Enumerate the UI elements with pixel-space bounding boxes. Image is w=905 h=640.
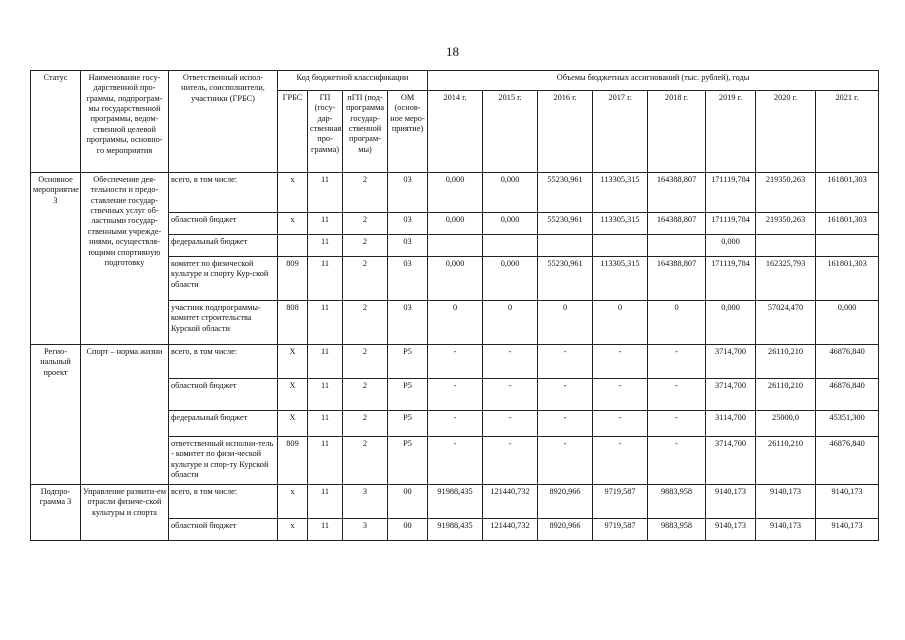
header-year: 2015 г. xyxy=(483,91,538,173)
cell-pgp: 2 xyxy=(343,173,388,213)
cell-om: 00 xyxy=(388,519,428,541)
cell-value: 0,000 xyxy=(816,301,879,345)
cell-value: 91988,435 xyxy=(428,485,483,519)
row-name: Управление развити-ем отрасли физиче-ской культуры и спорта xyxy=(81,485,169,541)
header-volumes-group: Объемы бюджетных ассигнований (тыс. рублей), годы xyxy=(428,71,879,91)
cell-value: 3714,700 xyxy=(706,437,756,485)
cell-pgp: 3 xyxy=(343,485,388,519)
header-name: Наименование госу-дарственной про-граммы, подпрограм-мы государственной программы, ведом-ственной целевой программы, основно-го мероприятия xyxy=(81,71,169,173)
cell-value: 9140,173 xyxy=(706,519,756,541)
cell-value: 9140,173 xyxy=(816,519,879,541)
cell-value xyxy=(538,235,593,257)
header-year: 2021 г. xyxy=(816,91,879,173)
cell-value: - xyxy=(428,379,483,411)
row-responsible: ответственный исполни-тель - комитет по физи-ческой культуре и спор-ту Курской области xyxy=(169,437,278,485)
cell-value: 0 xyxy=(538,301,593,345)
header-code-group: Код бюджетной классификации xyxy=(278,71,428,91)
cell-gp: 11 xyxy=(308,437,343,485)
row-responsible: областной бюджет xyxy=(169,519,278,541)
cell-gp: 11 xyxy=(308,213,343,235)
cell-gp: 11 xyxy=(308,257,343,301)
cell-om: P5 xyxy=(388,345,428,379)
cell-value: 121440,732 xyxy=(483,485,538,519)
row-status: Подпро-грамма 3 xyxy=(31,485,81,541)
cell-value: - xyxy=(538,345,593,379)
header-year: 2018 г. xyxy=(648,91,706,173)
header-code-col: ГП (госу-дар-ственная про-грамма) xyxy=(308,91,343,173)
cell-value: 9883,958 xyxy=(648,485,706,519)
cell-pgp: 2 xyxy=(343,301,388,345)
cell-gp: 11 xyxy=(308,235,343,257)
cell-grbs: X xyxy=(278,411,308,437)
cell-value: 113305,315 xyxy=(593,213,648,235)
cell-value: - xyxy=(483,345,538,379)
cell-value: - xyxy=(428,437,483,485)
cell-value xyxy=(483,235,538,257)
row-responsible: федеральный бюджет xyxy=(169,235,278,257)
cell-value: - xyxy=(428,411,483,437)
cell-value: - xyxy=(483,437,538,485)
cell-value: 0 xyxy=(593,301,648,345)
cell-value: 219350,263 xyxy=(756,173,816,213)
cell-value: 57024,470 xyxy=(756,301,816,345)
cell-grbs: x xyxy=(278,173,308,213)
cell-value: 113305,315 xyxy=(593,173,648,213)
cell-value: 91988,435 xyxy=(428,519,483,541)
page-number: 18 xyxy=(446,44,459,59)
cell-value: 9140,173 xyxy=(706,485,756,519)
cell-value: 0,000 xyxy=(483,173,538,213)
cell-value: 164388,807 xyxy=(648,173,706,213)
cell-value: 171119,784 xyxy=(706,173,756,213)
cell-grbs: x xyxy=(278,485,308,519)
cell-value: 9719,587 xyxy=(593,485,648,519)
cell-value: 9140,173 xyxy=(756,519,816,541)
cell-grbs xyxy=(278,235,308,257)
cell-value: 26110,210 xyxy=(756,345,816,379)
cell-om: 03 xyxy=(388,173,428,213)
cell-om: P5 xyxy=(388,411,428,437)
cell-value: 171119,784 xyxy=(706,257,756,301)
cell-value: 0,000 xyxy=(428,213,483,235)
cell-pgp: 2 xyxy=(343,213,388,235)
cell-value: 26110,210 xyxy=(756,379,816,411)
cell-value: 55230,961 xyxy=(538,257,593,301)
cell-value: 26110,210 xyxy=(756,437,816,485)
cell-grbs: X xyxy=(278,379,308,411)
table-row xyxy=(31,345,879,379)
cell-grbs: x xyxy=(278,519,308,541)
cell-grbs: 809 xyxy=(278,437,308,485)
header-code-col: ГРБС xyxy=(278,91,308,173)
cell-value: 0 xyxy=(648,301,706,345)
header-status: Статус xyxy=(31,71,81,173)
header-year: 2020 г. xyxy=(756,91,816,173)
cell-gp: 11 xyxy=(308,411,343,437)
cell-value: 0 xyxy=(428,301,483,345)
header-year: 2016 г. xyxy=(538,91,593,173)
cell-value: 25000,0 xyxy=(756,411,816,437)
cell-om: 03 xyxy=(388,235,428,257)
cell-value: - xyxy=(428,345,483,379)
cell-pgp: 2 xyxy=(343,411,388,437)
cell-value: 55230,961 xyxy=(538,213,593,235)
cell-gp: 11 xyxy=(308,379,343,411)
cell-value: 9883,958 xyxy=(648,519,706,541)
cell-value: 3114,700 xyxy=(706,411,756,437)
cell-value xyxy=(593,235,648,257)
header-year: 2014 г. xyxy=(428,91,483,173)
cell-value: 161801,303 xyxy=(816,173,879,213)
cell-om: P5 xyxy=(388,379,428,411)
cell-grbs: 809 xyxy=(278,257,308,301)
table-row xyxy=(31,173,879,213)
cell-gp: 11 xyxy=(308,345,343,379)
cell-value: - xyxy=(538,379,593,411)
cell-om: 00 xyxy=(388,485,428,519)
cell-gp: 11 xyxy=(308,173,343,213)
cell-value: 161801,303 xyxy=(816,213,879,235)
cell-value: 164388,807 xyxy=(648,257,706,301)
cell-value: 0 xyxy=(483,301,538,345)
cell-value: 0,000 xyxy=(428,173,483,213)
cell-value: 162325,793 xyxy=(756,257,816,301)
cell-value: - xyxy=(538,411,593,437)
cell-pgp: 3 xyxy=(343,519,388,541)
cell-grbs: 808 xyxy=(278,301,308,345)
cell-value: 0,000 xyxy=(706,235,756,257)
row-status: Основное мероприятие 3 xyxy=(31,173,81,345)
cell-value: 45351,300 xyxy=(816,411,879,437)
cell-pgp: 2 xyxy=(343,437,388,485)
cell-value: 46876,840 xyxy=(816,437,879,485)
cell-value: 8920,966 xyxy=(538,519,593,541)
cell-pgp: 2 xyxy=(343,257,388,301)
row-name: Спорт – норма жизни xyxy=(81,345,169,485)
cell-value: 113305,315 xyxy=(593,257,648,301)
cell-value: - xyxy=(648,411,706,437)
cell-value: 3714,700 xyxy=(706,379,756,411)
header-year: 2017 г. xyxy=(593,91,648,173)
table-row xyxy=(31,485,879,519)
cell-value xyxy=(756,235,816,257)
cell-value: - xyxy=(593,437,648,485)
cell-value: - xyxy=(593,345,648,379)
cell-value xyxy=(428,235,483,257)
row-responsible: областной бюджет xyxy=(169,379,278,411)
cell-value: - xyxy=(483,379,538,411)
row-name: Обеспечение дея-тельности и предо-ставление государ-ственных услуг об-ластными государ-ственными учрежде-ниями, осуществля-ющими спортивную подготовку xyxy=(81,173,169,345)
cell-value: 161801,303 xyxy=(816,257,879,301)
cell-value: 9719,587 xyxy=(593,519,648,541)
cell-value: 0,000 xyxy=(706,301,756,345)
cell-value xyxy=(648,235,706,257)
cell-value: - xyxy=(593,379,648,411)
cell-value: 55230,961 xyxy=(538,173,593,213)
cell-value: 171119,784 xyxy=(706,213,756,235)
cell-value: - xyxy=(648,437,706,485)
cell-value: 9140,173 xyxy=(756,485,816,519)
cell-gp: 11 xyxy=(308,485,343,519)
cell-gp: 11 xyxy=(308,301,343,345)
row-responsible: федеральный бюджет xyxy=(169,411,278,437)
cell-value: 164388,807 xyxy=(648,213,706,235)
row-responsible: участник подпрограммы-комитет строительства Курской области xyxy=(169,301,278,345)
cell-value: 46876,840 xyxy=(816,379,879,411)
cell-value: - xyxy=(483,411,538,437)
cell-om: 03 xyxy=(388,213,428,235)
cell-value: 0,000 xyxy=(428,257,483,301)
cell-pgp: 2 xyxy=(343,379,388,411)
header-code-col: пГП (под-программа государ-ственной програм-мы) xyxy=(343,91,388,173)
cell-value: 121440,732 xyxy=(483,519,538,541)
row-responsible: комитет по физической культуре и спорту Кур-ской области xyxy=(169,257,278,301)
row-responsible: областной бюджет xyxy=(169,213,278,235)
header-responsible: Ответственный испол-нитель, соисполнители, участники (ГРБС) xyxy=(169,71,278,173)
cell-value xyxy=(816,235,879,257)
header-code-col: ОМ (основ-ное меро-приятие) xyxy=(388,91,428,173)
cell-value: - xyxy=(593,411,648,437)
cell-grbs: x xyxy=(278,213,308,235)
cell-gp: 11 xyxy=(308,519,343,541)
cell-grbs: X xyxy=(278,345,308,379)
cell-value: 219350,263 xyxy=(756,213,816,235)
header-row-1 xyxy=(31,71,879,91)
budget-table xyxy=(30,70,879,541)
cell-value: - xyxy=(648,379,706,411)
cell-value: - xyxy=(648,345,706,379)
cell-value: 0,000 xyxy=(483,213,538,235)
cell-om: P5 xyxy=(388,437,428,485)
cell-value: 9140,173 xyxy=(816,485,879,519)
cell-pgp: 2 xyxy=(343,235,388,257)
row-status: Регио-нальный проект xyxy=(31,345,81,485)
header-year: 2019 г. xyxy=(706,91,756,173)
cell-om: 03 xyxy=(388,301,428,345)
cell-value: 46876,840 xyxy=(816,345,879,379)
row-responsible: всего, в том числе: xyxy=(169,485,278,519)
row-responsible: всего, в том числе: xyxy=(169,173,278,213)
row-responsible: всего, в том числе: xyxy=(169,345,278,379)
cell-value: 8920,966 xyxy=(538,485,593,519)
cell-pgp: 2 xyxy=(343,345,388,379)
cell-value: 0,000 xyxy=(483,257,538,301)
cell-value: - xyxy=(538,437,593,485)
cell-value: 3714,700 xyxy=(706,345,756,379)
cell-om: 03 xyxy=(388,257,428,301)
